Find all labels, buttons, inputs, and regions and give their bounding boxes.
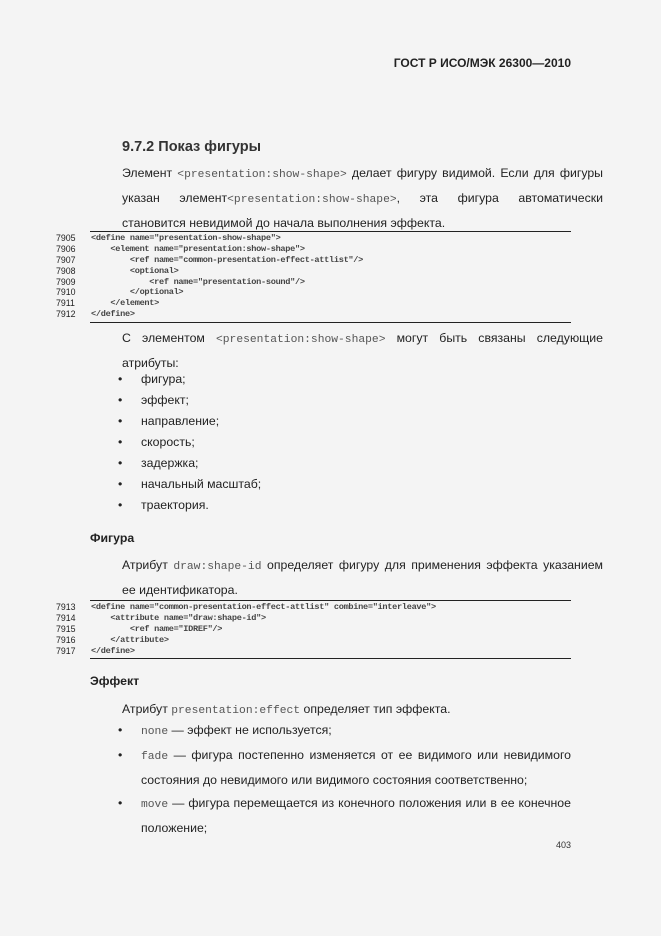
code-line <box>56 266 571 277</box>
code-line <box>56 613 571 624</box>
line-number: 7916 <box>56 634 76 645</box>
intro-paragraph <box>90 162 603 235</box>
list-item <box>118 474 571 495</box>
list-item <box>118 719 571 744</box>
effect-value-description: — фигура постепенно изменяется от ее видимого или невидимого состояния до невидимого или видимого состояния соответственно; <box>141 748 571 787</box>
code-text: </attribute> <box>91 634 169 645</box>
code-line <box>56 244 571 255</box>
line-number: 7909 <box>56 276 76 287</box>
code-rule-bottom <box>90 658 571 659</box>
code-text: <element name="presentation:show-shape"> <box>91 243 305 254</box>
line-number: 7906 <box>56 243 76 254</box>
list-item-text: траектория. <box>141 498 209 512</box>
attributes-intro-text-1: С элементом <box>122 331 216 345</box>
code-rule-bottom <box>90 322 571 323</box>
code-text: <define name="presentation-show-shape"> <box>91 233 281 243</box>
figura-text-2: определяет фигуру для применения эффекта указанием ее идентификатора. <box>122 558 604 597</box>
effect-values-list <box>118 719 571 840</box>
code-lines <box>56 233 571 320</box>
intro-text-2: делает фигуру видимой. Если для фигуры указан элемент <box>122 166 604 205</box>
figura-heading: Фигура <box>90 531 135 545</box>
line-number: 7905 <box>56 233 76 243</box>
code-line <box>56 298 571 309</box>
code-line <box>56 635 571 646</box>
line-number: 7910 <box>56 287 76 298</box>
code-text: <ref name="IDREF"/> <box>91 623 223 634</box>
list-item <box>118 390 571 411</box>
line-number: 7912 <box>56 309 76 320</box>
intro-text-3: , эта фигура автоматически становится невидимой до начала выполнения эффекта. <box>122 191 604 230</box>
bullet-icon: • <box>118 414 123 428</box>
code-text: <define name="common-presentation-effect-attlist" combine="interleave"> <box>91 602 436 612</box>
intro-code-2: <presentation:show-shape> <box>227 194 397 206</box>
code-text: <ref name="common-presentation-effect-attlist"/> <box>91 254 363 265</box>
code-line <box>56 277 571 288</box>
bullet-icon: • <box>118 498 123 512</box>
code-rule-top <box>90 600 571 601</box>
standard-header: ГОСТ Р ИСО/МЭК 26300—2010 <box>393 56 571 70</box>
list-item <box>118 792 571 840</box>
line-number: 7908 <box>56 265 76 276</box>
bullet-icon: • <box>118 477 123 491</box>
line-number: 7915 <box>56 623 76 634</box>
attributes-intro-text-2: могут быть связаны следующие атрибуты: <box>122 331 603 370</box>
code-line <box>56 255 571 266</box>
figura-paragraph <box>90 554 603 602</box>
bullet-icon: • <box>118 372 123 386</box>
code-line <box>56 309 571 320</box>
list-item <box>118 495 571 516</box>
code-text: </element> <box>91 298 159 309</box>
code-line <box>56 287 571 298</box>
code-text: </define> <box>91 309 135 320</box>
list-item-text: фигура; <box>141 372 186 386</box>
effekt-text-1: Атрибут <box>122 702 172 716</box>
intro-text-1: Элемент <box>122 166 178 180</box>
list-item-text: скорость; <box>141 435 195 449</box>
line-number: 7911 <box>56 298 75 309</box>
list-item <box>118 411 571 432</box>
effect-value-description: — фигура перемещается из конечного положения или в ее конечное положение; <box>141 796 571 835</box>
attributes-intro-paragraph <box>90 327 603 375</box>
bullet-icon: • <box>118 456 123 470</box>
list-item <box>118 369 571 390</box>
code-lines <box>56 602 571 656</box>
line-number: 7913 <box>56 602 76 612</box>
bullet-icon: • <box>118 723 123 737</box>
code-text: </define> <box>91 645 135 656</box>
code-line <box>56 233 571 244</box>
effect-value-code: move <box>141 799 169 811</box>
attributes-intro-code: <presentation:show-shape> <box>216 334 386 346</box>
page-number: 403 <box>556 840 572 850</box>
code-text: <ref name="presentation-sound"/> <box>91 276 305 287</box>
intro-code-1: <presentation:show-shape> <box>177 169 347 181</box>
section-heading: 9.7.2 Показ фигуры <box>122 139 262 155</box>
list-item-text: эффект; <box>141 393 189 407</box>
list-item <box>118 744 571 792</box>
bullet-icon: • <box>118 748 123 762</box>
effect-value-code: none <box>141 726 169 738</box>
line-number: 7914 <box>56 612 76 623</box>
bullet-icon: • <box>118 796 123 810</box>
effect-value-code: fade <box>141 751 169 763</box>
figura-text-1: Атрибут <box>122 558 174 572</box>
code-line <box>56 646 571 657</box>
code-line <box>56 624 571 635</box>
attribute-list <box>118 369 571 516</box>
code-rule-top <box>90 231 571 232</box>
figura-code: draw:shape-id <box>173 561 262 573</box>
line-number: 7917 <box>56 645 76 656</box>
code-text: <attribute name="draw:shape-id"> <box>91 612 266 623</box>
list-item-text: направление; <box>141 414 220 428</box>
effekt-code: presentation:effect <box>171 705 301 717</box>
list-item-text: задержка; <box>141 456 199 470</box>
code-text: <optional> <box>91 265 179 276</box>
effect-value-description: — эффект не используется; <box>168 723 332 737</box>
code-text: </optional> <box>91 287 184 298</box>
code-line <box>56 602 571 613</box>
list-item-text: начальный масштаб; <box>141 477 262 491</box>
list-item <box>118 453 571 474</box>
list-item <box>118 432 571 453</box>
effekt-heading: Эффект <box>90 674 140 688</box>
effekt-text-2: определяет тип эффекта. <box>300 702 451 716</box>
line-number: 7907 <box>56 254 76 265</box>
bullet-icon: • <box>118 435 123 449</box>
bullet-icon: • <box>118 393 123 407</box>
